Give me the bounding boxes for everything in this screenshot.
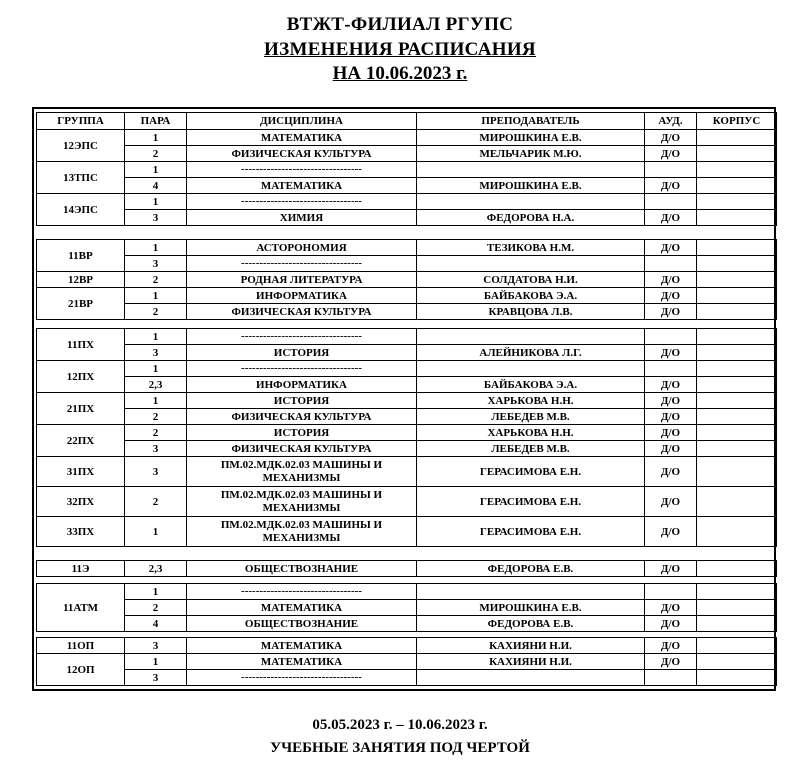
group-cell: 22ПХ bbox=[37, 425, 125, 457]
teacher-cell: АЛЕЙНИКОВА Л.Г. bbox=[417, 345, 645, 361]
building-cell bbox=[697, 304, 777, 320]
group-cell: 11Э bbox=[37, 561, 125, 577]
title-institution: ВТЖТ-ФИЛИАЛ РГУПС bbox=[286, 14, 514, 35]
aud-cell: Д/О bbox=[645, 409, 697, 425]
teacher-cell: ГЕРАСИМОВА Е.Н. bbox=[417, 487, 645, 517]
table-row bbox=[37, 616, 777, 632]
building-cell bbox=[697, 162, 777, 178]
group-cell: 21ВР bbox=[37, 288, 125, 320]
table-row bbox=[37, 457, 777, 487]
building-cell bbox=[697, 256, 777, 272]
teacher-cell bbox=[417, 329, 645, 345]
para-cell: 3 bbox=[125, 345, 187, 361]
building-cell bbox=[697, 377, 777, 393]
teacher-cell: ФЕДОРОВА Е.В. bbox=[417, 616, 645, 632]
aud-cell bbox=[645, 194, 697, 210]
aud-cell: Д/О bbox=[645, 654, 697, 670]
para-cell: 3 bbox=[125, 457, 187, 487]
teacher-cell: ХАРЬКОВА Н.Н. bbox=[417, 425, 645, 441]
table-row bbox=[37, 425, 777, 441]
teacher-cell: КАХИЯНИ Н.И. bbox=[417, 654, 645, 670]
aud-cell: Д/О bbox=[645, 272, 697, 288]
subject-cell: ИНФОРМАТИКА bbox=[187, 377, 417, 393]
group-cell: 21ПХ bbox=[37, 393, 125, 425]
building-cell bbox=[697, 178, 777, 194]
subject-cell: ПМ.02.МДК.02.03 МАШИНЫ И МЕХАНИЗМЫ bbox=[187, 517, 417, 547]
para-cell: 4 bbox=[125, 616, 187, 632]
subject-cell: --------------------------------- bbox=[187, 194, 417, 210]
table-row bbox=[37, 256, 777, 272]
subject-cell: МАТЕМАТИКА bbox=[187, 130, 417, 146]
table-row bbox=[37, 441, 777, 457]
building-cell bbox=[697, 288, 777, 304]
schedule-block bbox=[36, 239, 777, 320]
teacher-cell: МИРОШКИНА Е.В. bbox=[417, 130, 645, 146]
group-cell: 11ПХ bbox=[37, 329, 125, 361]
para-cell: 3 bbox=[125, 638, 187, 654]
group-cell: 12ВР bbox=[37, 272, 125, 288]
teacher-cell: СОЛДАТОВА Н.И. bbox=[417, 272, 645, 288]
building-cell bbox=[697, 329, 777, 345]
para-cell: 1 bbox=[125, 240, 187, 256]
subject-cell: ИНФОРМАТИКА bbox=[187, 288, 417, 304]
para-cell: 1 bbox=[125, 584, 187, 600]
aud-cell: Д/О bbox=[645, 210, 697, 226]
aud-cell: Д/О bbox=[645, 304, 697, 320]
subject-cell: ОБЩЕСТВОЗНАНИЕ bbox=[187, 616, 417, 632]
teacher-cell: МИРОШКИНА Е.В. bbox=[417, 600, 645, 616]
para-cell: 2,3 bbox=[125, 377, 187, 393]
building-cell bbox=[697, 638, 777, 654]
subject-cell: ХИМИЯ bbox=[187, 210, 417, 226]
building-cell bbox=[697, 425, 777, 441]
teacher-cell bbox=[417, 194, 645, 210]
aud-cell: Д/О bbox=[645, 561, 697, 577]
title-date: НА 10.06.2023 г. bbox=[332, 63, 468, 84]
subject-cell: ФИЗИЧЕСКАЯ КУЛЬТУРА bbox=[187, 409, 417, 425]
building-cell bbox=[697, 670, 777, 686]
building-cell bbox=[697, 194, 777, 210]
subject-cell: АСТОРОНОМИЯ bbox=[187, 240, 417, 256]
building-cell bbox=[697, 409, 777, 425]
subject-cell: --------------------------------- bbox=[187, 162, 417, 178]
teacher-cell: БАЙБАКОВА Э.А. bbox=[417, 377, 645, 393]
table-row bbox=[37, 194, 777, 210]
subject-cell: --------------------------------- bbox=[187, 584, 417, 600]
subject-cell: МАТЕМАТИКА bbox=[187, 654, 417, 670]
aud-cell bbox=[645, 584, 697, 600]
teacher-cell: ГЕРАСИМОВА Е.Н. bbox=[417, 517, 645, 547]
building-cell bbox=[697, 517, 777, 547]
table-row bbox=[37, 584, 777, 600]
group-cell: 12ПХ bbox=[37, 361, 125, 393]
table-row bbox=[37, 210, 777, 226]
schedule-block bbox=[36, 328, 777, 547]
subject-cell: ИСТОРИЯ bbox=[187, 393, 417, 409]
para-cell: 1 bbox=[125, 361, 187, 377]
table-row bbox=[37, 162, 777, 178]
teacher-cell: МИРОШКИНА Е.В. bbox=[417, 178, 645, 194]
subject-cell: --------------------------------- bbox=[187, 670, 417, 686]
building-cell bbox=[697, 487, 777, 517]
column-header: АУД. bbox=[645, 113, 697, 130]
group-cell: 13ТПС bbox=[37, 162, 125, 194]
building-cell bbox=[697, 130, 777, 146]
building-cell bbox=[697, 561, 777, 577]
group-cell: 12ЭПС bbox=[37, 130, 125, 162]
aud-cell: Д/О bbox=[645, 600, 697, 616]
table-row bbox=[37, 345, 777, 361]
para-cell: 1 bbox=[125, 329, 187, 345]
teacher-cell: ГЕРАСИМОВА Е.Н. bbox=[417, 457, 645, 487]
building-cell bbox=[697, 210, 777, 226]
teacher-cell: ТЕЗИКОВА Н.М. bbox=[417, 240, 645, 256]
para-cell: 3 bbox=[125, 256, 187, 272]
subject-cell: МАТЕМАТИКА bbox=[187, 638, 417, 654]
teacher-cell: БАЙБАКОВА Э.А. bbox=[417, 288, 645, 304]
teacher-cell bbox=[417, 361, 645, 377]
para-cell: 2 bbox=[125, 146, 187, 162]
teacher-cell: КРАВЦОВА Л.В. bbox=[417, 304, 645, 320]
title-changes: ИЗМЕНЕНИЯ РАСПИСАНИЯ bbox=[264, 39, 536, 60]
aud-cell: Д/О bbox=[645, 178, 697, 194]
aud-cell: Д/О bbox=[645, 130, 697, 146]
group-cell: 11ВР bbox=[37, 240, 125, 272]
column-header: КОРПУС bbox=[697, 113, 777, 130]
building-cell bbox=[697, 654, 777, 670]
group-cell: 11ОП bbox=[37, 638, 125, 654]
group-cell: 11АТМ bbox=[37, 584, 125, 632]
table-row bbox=[37, 654, 777, 670]
group-cell: 12ОП bbox=[37, 654, 125, 686]
subject-cell: --------------------------------- bbox=[187, 256, 417, 272]
para-cell: 1 bbox=[125, 288, 187, 304]
aud-cell: Д/О bbox=[645, 288, 697, 304]
subject-cell: ПМ.02.МДК.02.03 МАШИНЫ И МЕХАНИЗМЫ bbox=[187, 457, 417, 487]
teacher-cell: ЛЕБЕДЕВ М.В. bbox=[417, 409, 645, 425]
subject-cell: ФИЗИЧЕСКАЯ КУЛЬТУРА bbox=[187, 146, 417, 162]
teacher-cell: ФЕДОРОВА Е.В. bbox=[417, 561, 645, 577]
para-cell: 2 bbox=[125, 304, 187, 320]
teacher-cell bbox=[417, 162, 645, 178]
para-cell: 1 bbox=[125, 194, 187, 210]
building-cell bbox=[697, 240, 777, 256]
subject-cell: ФИЗИЧЕСКАЯ КУЛЬТУРА bbox=[187, 441, 417, 457]
aud-cell: Д/О bbox=[645, 441, 697, 457]
subject-cell: МАТЕМАТИКА bbox=[187, 600, 417, 616]
para-cell: 2 bbox=[125, 600, 187, 616]
building-cell bbox=[697, 457, 777, 487]
aud-cell: Д/О bbox=[645, 240, 697, 256]
para-cell: 2 bbox=[125, 272, 187, 288]
aud-cell: Д/О bbox=[645, 517, 697, 547]
aud-cell: Д/О bbox=[645, 377, 697, 393]
subject-cell: --------------------------------- bbox=[187, 329, 417, 345]
schedule-block bbox=[36, 112, 777, 226]
column-header: ДИСЦИПЛИНА bbox=[187, 113, 417, 130]
aud-cell bbox=[645, 256, 697, 272]
aud-cell: Д/О bbox=[645, 345, 697, 361]
footer-note: УЧЕБНЫЕ ЗАНЯТИЯ ПОД ЧЕРТОЙ bbox=[270, 740, 530, 756]
building-cell bbox=[697, 584, 777, 600]
teacher-cell bbox=[417, 670, 645, 686]
table-row bbox=[37, 329, 777, 345]
teacher-cell: КАХИЯНИ Н.И. bbox=[417, 638, 645, 654]
table-row bbox=[37, 561, 777, 577]
schedule-block bbox=[36, 583, 777, 632]
aud-cell: Д/О bbox=[645, 638, 697, 654]
subject-cell: ПМ.02.МДК.02.03 МАШИНЫ И МЕХАНИЗМЫ bbox=[187, 487, 417, 517]
subject-cell: МАТЕМАТИКА bbox=[187, 178, 417, 194]
building-cell bbox=[697, 345, 777, 361]
table-row bbox=[37, 304, 777, 320]
para-cell: 2 bbox=[125, 487, 187, 517]
building-cell bbox=[697, 361, 777, 377]
para-cell: 1 bbox=[125, 393, 187, 409]
para-cell: 3 bbox=[125, 210, 187, 226]
teacher-cell: ХАРЬКОВА Н.Н. bbox=[417, 393, 645, 409]
table-row bbox=[37, 670, 777, 686]
table-row bbox=[37, 517, 777, 547]
para-cell: 2,3 bbox=[125, 561, 187, 577]
aud-cell bbox=[645, 329, 697, 345]
para-cell: 4 bbox=[125, 178, 187, 194]
header-row bbox=[37, 113, 777, 130]
table-row bbox=[37, 600, 777, 616]
table-row bbox=[37, 272, 777, 288]
table-row bbox=[37, 240, 777, 256]
teacher-cell: ЛЕБЕДЕВ М.В. bbox=[417, 441, 645, 457]
para-cell: 1 bbox=[125, 130, 187, 146]
building-cell bbox=[697, 441, 777, 457]
teacher-cell bbox=[417, 256, 645, 272]
building-cell bbox=[697, 393, 777, 409]
group-cell: 32ПХ bbox=[37, 487, 125, 517]
para-cell: 1 bbox=[125, 654, 187, 670]
table-row bbox=[37, 178, 777, 194]
teacher-cell: ФЕДОРОВА Н.А. bbox=[417, 210, 645, 226]
column-header: ПРЕПОДАВАТЕЛЬ bbox=[417, 113, 645, 130]
aud-cell: Д/О bbox=[645, 393, 697, 409]
aud-cell: Д/О bbox=[645, 457, 697, 487]
aud-cell: Д/О bbox=[645, 616, 697, 632]
table-row bbox=[37, 377, 777, 393]
para-cell: 3 bbox=[125, 670, 187, 686]
para-cell: 1 bbox=[125, 162, 187, 178]
building-cell bbox=[697, 272, 777, 288]
schedule-block bbox=[36, 637, 777, 686]
teacher-cell bbox=[417, 584, 645, 600]
group-cell: 33ПХ bbox=[37, 517, 125, 547]
subject-cell: РОДНАЯ ЛИТЕРАТУРА bbox=[187, 272, 417, 288]
aud-cell: Д/О bbox=[645, 425, 697, 441]
table-row bbox=[37, 146, 777, 162]
group-cell: 31ПХ bbox=[37, 457, 125, 487]
para-cell: 3 bbox=[125, 441, 187, 457]
table-row bbox=[37, 393, 777, 409]
para-cell: 2 bbox=[125, 409, 187, 425]
building-cell bbox=[697, 616, 777, 632]
schedule-block bbox=[36, 560, 777, 577]
building-cell bbox=[697, 600, 777, 616]
teacher-cell: МЕЛЬЧАРИК М.Ю. bbox=[417, 146, 645, 162]
aud-cell: Д/О bbox=[645, 146, 697, 162]
column-header: ГРУППА bbox=[37, 113, 125, 130]
building-cell bbox=[697, 146, 777, 162]
table-row bbox=[37, 409, 777, 425]
table-row bbox=[37, 130, 777, 146]
aud-cell bbox=[645, 670, 697, 686]
aud-cell bbox=[645, 361, 697, 377]
para-cell: 2 bbox=[125, 425, 187, 441]
subject-cell: ИСТОРИЯ bbox=[187, 425, 417, 441]
subject-cell: ФИЗИЧЕСКАЯ КУЛЬТУРА bbox=[187, 304, 417, 320]
aud-cell bbox=[645, 162, 697, 178]
aud-cell: Д/О bbox=[645, 487, 697, 517]
para-cell: 1 bbox=[125, 517, 187, 547]
subject-cell: ИСТОРИЯ bbox=[187, 345, 417, 361]
group-cell: 14ЭПС bbox=[37, 194, 125, 226]
column-header: ПАРА bbox=[125, 113, 187, 130]
footer-date-range: 05.05.2023 г. – 10.06.2023 г. bbox=[312, 717, 488, 733]
table-row bbox=[37, 361, 777, 377]
subject-cell: --------------------------------- bbox=[187, 361, 417, 377]
table-row bbox=[37, 288, 777, 304]
subject-cell: ОБЩЕСТВОЗНАНИЕ bbox=[187, 561, 417, 577]
table-row bbox=[37, 487, 777, 517]
table-row bbox=[37, 638, 777, 654]
